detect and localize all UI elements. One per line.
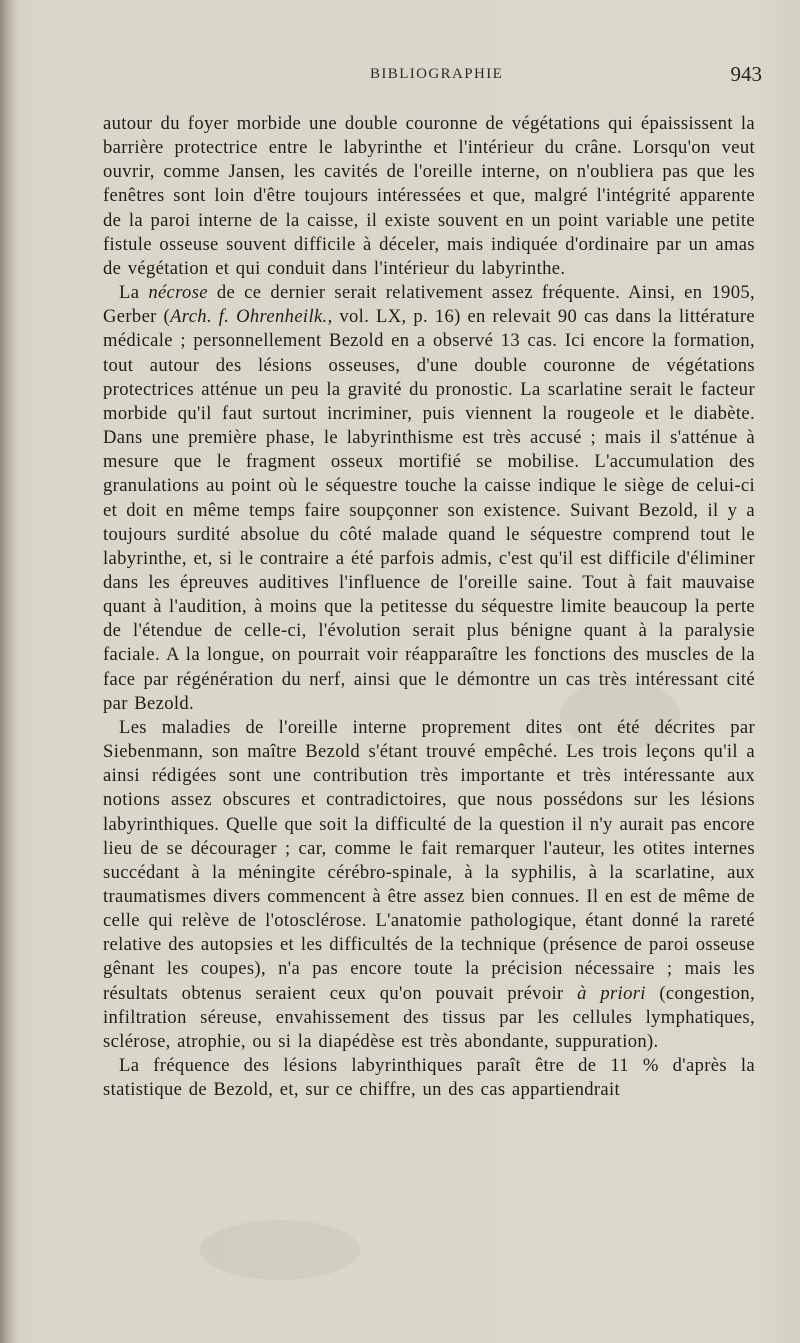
- page-binding-edge: [0, 0, 18, 1343]
- paragraph-2: [103, 281, 755, 716]
- journal-title: Arch. f. Ohrenheilk.: [170, 306, 328, 328]
- running-title: BIBLIOGRAPHIE: [370, 66, 504, 82]
- body-text: [103, 112, 755, 1102]
- paragraph-3-body: Les maladies de l'oreille interne proprement dites ont été décrites par Siebenmann, son maître Bezold s'étant trouvé empêché. Les trois leçons qu'il a ainsi rédigées sont une contribution très importante et très intéressante aux notions assez obscures et contradictoires, que nous possédons sur les lésions labyrinthiques. Quelle que soit la difficulté de la question il n'y aurait pas encore lieu de se décourager ; car, comme le fait remarquer l'auteur, les otites internes succédant à la méningite cérébro-spinale, à la syphilis, à la scarlatine, aux traumatismes divers commencent à être assez bien connues. Il en est de même de celle qui relève de l'otosclérose. L'anatomie pathologique, étant donné la rareté relative des autopsies et les difficultés de la technique (présence de paroi osseuse gênant les coupes), n'a pas encore toute la précision nécessaire ; mais les résultats obtenus seraient ceux qu'on pouvait prévoir: [103, 716, 755, 1004]
- paragraph-1: autour du foyer morbide une double couronne de végétations qui épaississent la barrière protectrice entre le labyrinthe et l'intérieur du crâne. Lorsqu'on veut ouvrir, comme Jansen, les cavités de l'oreille interne, on n'oubliera pas que les fenêtres sont loin d'être toujours intéressées et que, malgré l'intégrité apparente de la paroi interne de la caisse, il existe souvent en un point variable une petite fistule osseuse souvent difficile à déceler, mais indiquée d'ordinaire par un amas de végétation et qui conduit dans l'intérieur du labyrinthe.: [103, 113, 755, 279]
- paragraph-3: [103, 716, 755, 1054]
- paragraph-2-citation-lead: de ce dernier serait relativement assez fréquente. Ainsi, en 1905, Gerber (: [103, 282, 755, 328]
- page-number: 943: [730, 62, 762, 86]
- paragraph-2-body: , vol. LX, p. 16) en relevait 90 cas dans la littérature médicale ; personnellement Bezold en a observé 13 cas. Ici encore la formation, tout autour des lésions osseuses, d'une double couronne de végétations protectrices atténue un peu la gravité du pronostic. La scarlatine serait le facteur morbide qu'il faut surtout incriminer, puis viennent la rougeole et le diabète. Dans une première phase, le labyrinthisme est très accusé ; mais il s'atténue à mesure que le fragment osseux mortifié se mobilise. L'accumulation des granulations au point où le séquestre touche la caisse indique le siège de celui-ci et doit en même temps faire soupçonner son existence. Suivant Bezold, il y a toujours surdité absolue du côté malade quand le séquestre comprend tout le labyrinthe, et, si le contraire a été parfois admis, c'est qu'il est difficile d'éliminer dans les épreuves auditives l'influence de l'oreille saine. Tout à fait mauvaise quant à l'audition, à moins que la petitesse du séquestre limite beaucoup la perte de l'étendue de celle-ci, l'évolution serait plus bénigne quant à la paralysie faciale. A la longue, on pourrait voir réapparaître les fonctions des muscles de la face par régénération du nerf, ainsi que le démontre un cas très intéressant cité par Bezold.: [103, 306, 755, 714]
- paragraph-4: La fréquence des lésions labyrinthiques paraît être de 11 % d'après la statistique de Bezold, et, sur ce chiffre, un des cas appartiendrait: [103, 1055, 755, 1101]
- paragraph-2-lead: La: [119, 282, 149, 304]
- running-head: [96, 62, 766, 92]
- paragraph-3-end: (congestion, infiltration séreuse, envahissement des tissus par les cellules lymphatiques, sclérose, atrophie, ou si la diapédèse est très abondante, suppuration).: [103, 982, 755, 1052]
- latin-phrase: à priori: [577, 982, 646, 1004]
- term-necrose: nécrose: [148, 282, 208, 304]
- paper-stain: [200, 1220, 360, 1280]
